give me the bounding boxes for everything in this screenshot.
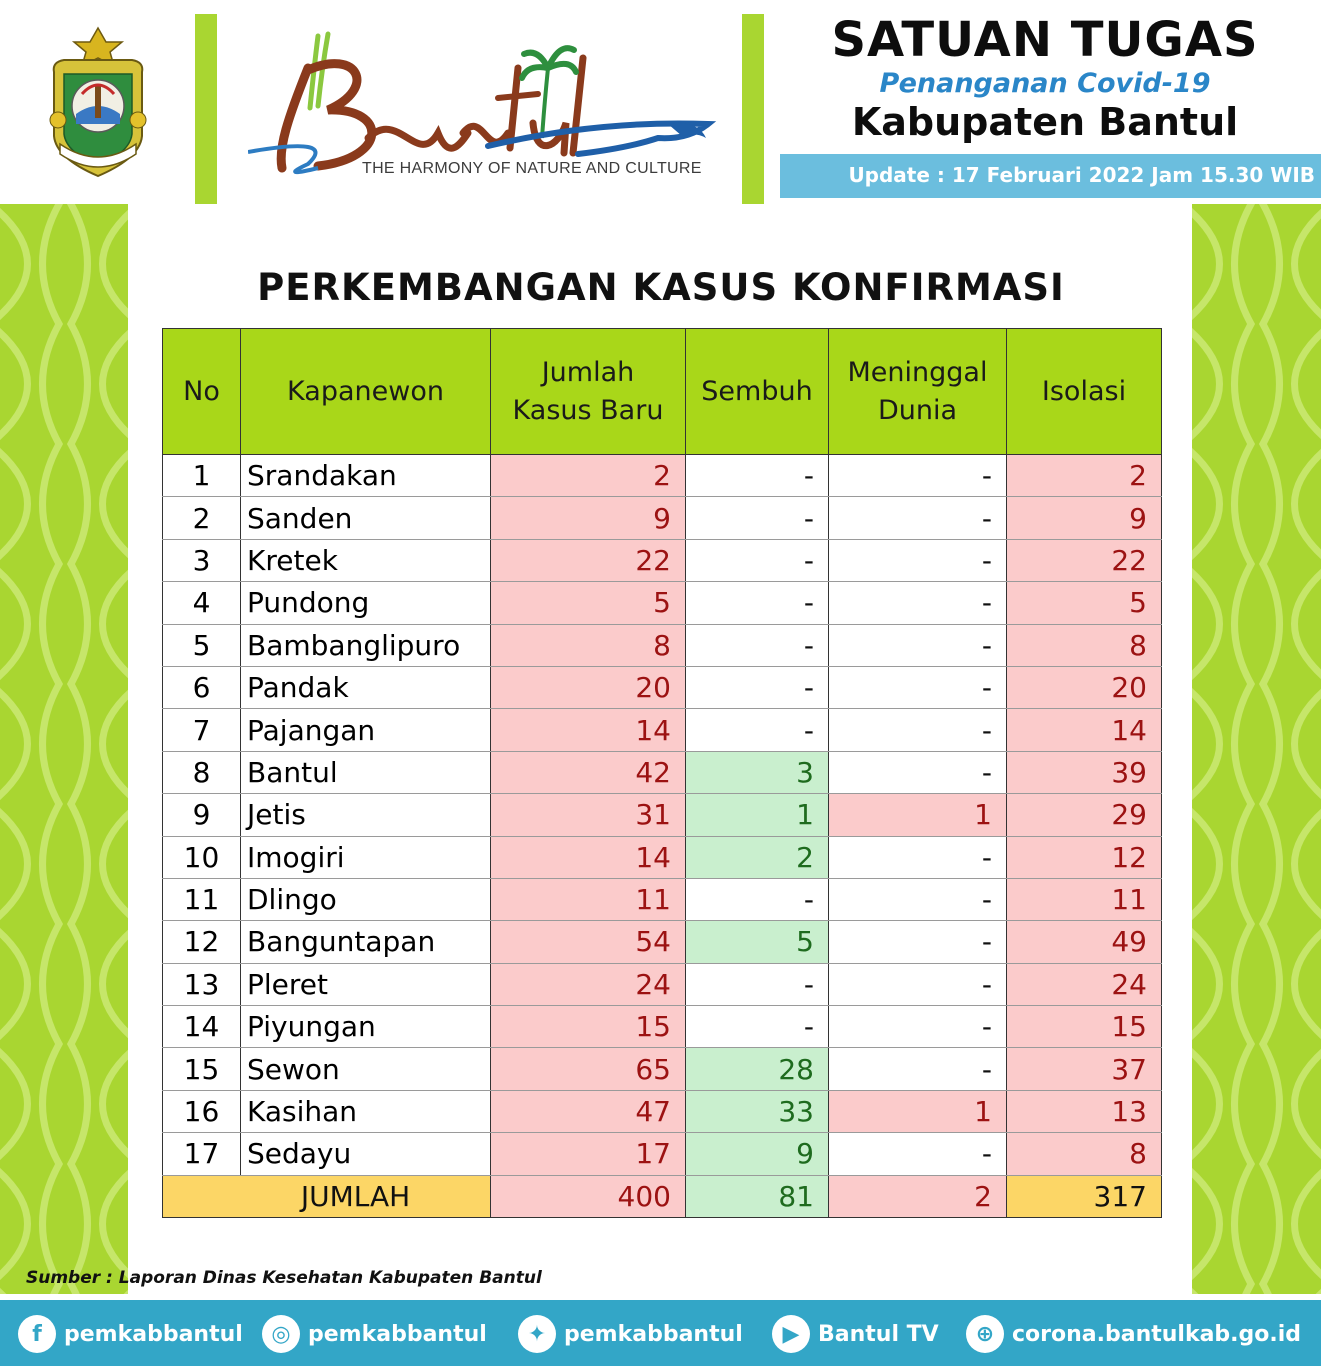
row-meninggal: - [829, 963, 1007, 1005]
update-banner [780, 154, 1321, 198]
row-isolasi: 8 [1007, 1133, 1162, 1175]
row-no: 2 [163, 497, 241, 539]
table-row [163, 963, 1162, 1005]
row-meninggal: 1 [829, 794, 1007, 836]
row-kapanewon: Piyungan [241, 1006, 491, 1048]
update-timestamp: Update : 17 Februari 2022 Jam 15.30 WIB [848, 163, 1315, 187]
row-isolasi: 2 [1007, 455, 1162, 497]
row-no: 5 [163, 624, 241, 666]
row-meninggal: - [829, 921, 1007, 963]
row-kapanewon: Jetis [241, 794, 491, 836]
youtube-icon: ▶ [772, 1315, 810, 1353]
row-meninggal: - [829, 709, 1007, 751]
row-jumlah-kasus-baru: 42 [491, 751, 686, 793]
row-isolasi: 29 [1007, 794, 1162, 836]
social-youtube[interactable] [772, 1314, 939, 1354]
row-sembuh: - [686, 666, 829, 708]
header [0, 0, 1321, 204]
row-no: 9 [163, 794, 241, 836]
row-sembuh: - [686, 455, 829, 497]
row-jumlah-kasus-baru: 5 [491, 582, 686, 624]
row-meninggal: - [829, 624, 1007, 666]
social-label: corona.bantulkab.go.id [1012, 1321, 1302, 1347]
row-sembuh: - [686, 497, 829, 539]
col-header-jumlah-line2: Kasus Baru [512, 394, 664, 426]
total-meninggal: 2 [829, 1175, 1007, 1217]
row-kapanewon: Bambanglipuro [241, 624, 491, 666]
row-isolasi: 49 [1007, 921, 1162, 963]
row-no: 16 [163, 1090, 241, 1132]
row-meninggal: 1 [829, 1090, 1007, 1132]
row-no: 10 [163, 836, 241, 878]
table-row [163, 539, 1162, 581]
row-sembuh: - [686, 539, 829, 581]
header-title-block [780, 0, 1321, 200]
row-sembuh: - [686, 1006, 829, 1048]
row-jumlah-kasus-baru: 65 [491, 1048, 686, 1090]
instagram-icon: ◎ [262, 1315, 300, 1353]
table-header-row [163, 329, 1162, 455]
row-kapanewon: Bantul [241, 751, 491, 793]
globe-icon: ⊕ [966, 1315, 1004, 1353]
row-isolasi: 9 [1007, 497, 1162, 539]
row-kapanewon: Imogiri [241, 836, 491, 878]
main-panel [128, 204, 1192, 1294]
crest-emblem-icon [42, 24, 154, 184]
row-isolasi: 39 [1007, 751, 1162, 793]
row-no: 15 [163, 1048, 241, 1090]
social-footer [0, 1300, 1321, 1366]
table-body [163, 455, 1162, 1176]
col-header-jumlah [491, 329, 686, 455]
row-kapanewon: Dlingo [241, 878, 491, 920]
table-row [163, 1048, 1162, 1090]
row-kapanewon: Srandakan [241, 455, 491, 497]
task-force-subtitle: Penanganan Covid-19 [879, 68, 1211, 99]
logo-tagline: THE HARMONY OF NATURE AND CULTURE [362, 160, 702, 177]
row-meninggal: - [829, 878, 1007, 920]
row-jumlah-kasus-baru: 24 [491, 963, 686, 1005]
row-meninggal: - [829, 1048, 1007, 1090]
row-jumlah-kasus-baru: 20 [491, 666, 686, 708]
row-isolasi: 15 [1007, 1006, 1162, 1048]
facebook-icon: f [18, 1315, 56, 1353]
total-label: JUMLAH [163, 1175, 491, 1217]
col-header-meninggal-line1: Meninggal [847, 356, 988, 388]
row-no: 6 [163, 666, 241, 708]
col-header-kapanewon: Kapanewon [241, 329, 491, 455]
table-row [163, 624, 1162, 666]
row-kapanewon: Kretek [241, 539, 491, 581]
row-meninggal: - [829, 497, 1007, 539]
total-sembuh: 81 [686, 1175, 829, 1217]
table-row [163, 666, 1162, 708]
row-sembuh: 33 [686, 1090, 829, 1132]
table-row [163, 794, 1162, 836]
row-jumlah-kasus-baru: 2 [491, 455, 686, 497]
row-isolasi: 24 [1007, 963, 1162, 1005]
social-label: pemkabbantul [308, 1321, 487, 1347]
col-header-sembuh: Sembuh [686, 329, 829, 455]
row-meninggal: - [829, 455, 1007, 497]
social-instagram[interactable] [262, 1314, 487, 1354]
row-meninggal: - [829, 666, 1007, 708]
task-force-title: SATUAN TUGAS [831, 12, 1259, 68]
social-label: pemkabbantul [64, 1321, 243, 1347]
row-kapanewon: Sedayu [241, 1133, 491, 1175]
regency-name: Kabupaten Bantul [851, 100, 1239, 144]
row-kapanewon: Banguntapan [241, 921, 491, 963]
row-kapanewon: Sanden [241, 497, 491, 539]
row-sembuh: 1 [686, 794, 829, 836]
row-isolasi: 5 [1007, 582, 1162, 624]
row-kapanewon: Pajangan [241, 709, 491, 751]
row-jumlah-kasus-baru: 54 [491, 921, 686, 963]
row-isolasi: 13 [1007, 1090, 1162, 1132]
header-divider-left [195, 14, 217, 204]
row-jumlah-kasus-baru: 14 [491, 709, 686, 751]
row-sembuh: 2 [686, 836, 829, 878]
case-table [162, 328, 1162, 1218]
row-sembuh: 3 [686, 751, 829, 793]
table-row [163, 921, 1162, 963]
row-sembuh: - [686, 624, 829, 666]
row-jumlah-kasus-baru: 14 [491, 836, 686, 878]
row-isolasi: 20 [1007, 666, 1162, 708]
report-title: PERKEMBANGAN KASUS KONFIRMASI [257, 266, 1065, 309]
row-isolasi: 37 [1007, 1048, 1162, 1090]
row-sembuh: 5 [686, 921, 829, 963]
social-label: Bantul TV [818, 1321, 939, 1347]
row-sembuh: - [686, 709, 829, 751]
col-header-meninggal [829, 329, 1007, 455]
table-row [163, 1133, 1162, 1175]
row-meninggal: - [829, 836, 1007, 878]
social-website[interactable] [966, 1314, 1301, 1354]
row-meninggal: - [829, 1006, 1007, 1048]
col-header-no: No [163, 329, 241, 455]
row-no: 8 [163, 751, 241, 793]
row-sembuh: - [686, 878, 829, 920]
row-meninggal: - [829, 751, 1007, 793]
row-jumlah-kasus-baru: 22 [491, 539, 686, 581]
table-row [163, 455, 1162, 497]
row-jumlah-kasus-baru: 11 [491, 878, 686, 920]
row-jumlah-kasus-baru: 9 [491, 497, 686, 539]
row-kapanewon: Sewon [241, 1048, 491, 1090]
left-decorative-panel [0, 204, 130, 1294]
table-row [163, 878, 1162, 920]
row-kapanewon: Pundong [241, 582, 491, 624]
row-no: 14 [163, 1006, 241, 1048]
batik-pattern-left [0, 204, 130, 1294]
col-header-jumlah-line1: Jumlah [541, 356, 635, 388]
row-no: 17 [163, 1133, 241, 1175]
row-isolasi: 8 [1007, 624, 1162, 666]
row-sembuh: - [686, 963, 829, 1005]
row-jumlah-kasus-baru: 17 [491, 1133, 686, 1175]
row-no: 4 [163, 582, 241, 624]
table-row [163, 497, 1162, 539]
data-source-note: Sumber : Laporan Dinas Kesehatan Kabupaten Bantul [26, 1268, 542, 1288]
row-kapanewon: Pleret [241, 963, 491, 1005]
social-label: pemkabbantul [564, 1321, 743, 1347]
row-no: 12 [163, 921, 241, 963]
header-divider-right [742, 14, 764, 204]
row-jumlah-kasus-baru: 31 [491, 794, 686, 836]
row-meninggal: - [829, 539, 1007, 581]
table-row [163, 582, 1162, 624]
batik-pattern-right [1192, 204, 1321, 1294]
row-kapanewon: Kasihan [241, 1090, 491, 1132]
row-no: 11 [163, 878, 241, 920]
row-meninggal: - [829, 1133, 1007, 1175]
total-isolasi: 317 [1007, 1175, 1162, 1217]
row-no: 13 [163, 963, 241, 1005]
row-jumlah-kasus-baru: 47 [491, 1090, 686, 1132]
row-isolasi: 11 [1007, 878, 1162, 920]
social-facebook[interactable] [18, 1314, 243, 1354]
social-twitter[interactable] [518, 1314, 743, 1354]
row-jumlah-kasus-baru: 8 [491, 624, 686, 666]
row-jumlah-kasus-baru: 15 [491, 1006, 686, 1048]
total-baru: 400 [491, 1175, 686, 1217]
table-row [163, 1006, 1162, 1048]
twitter-icon: ✦ [518, 1315, 556, 1353]
row-isolasi: 14 [1007, 709, 1162, 751]
col-header-meninggal-line2: Dunia [877, 394, 958, 426]
right-decorative-panel [1192, 204, 1321, 1294]
col-header-isolasi: Isolasi [1007, 329, 1162, 455]
row-no: 7 [163, 709, 241, 751]
row-isolasi: 22 [1007, 539, 1162, 581]
total-row [163, 1175, 1162, 1217]
table-row [163, 751, 1162, 793]
table-row [163, 709, 1162, 751]
row-sembuh: - [686, 582, 829, 624]
row-no: 3 [163, 539, 241, 581]
row-isolasi: 12 [1007, 836, 1162, 878]
row-no: 1 [163, 455, 241, 497]
row-sembuh: 28 [686, 1048, 829, 1090]
table-row [163, 836, 1162, 878]
row-sembuh: 9 [686, 1133, 829, 1175]
row-kapanewon: Pandak [241, 666, 491, 708]
table-row [163, 1090, 1162, 1132]
row-meninggal: - [829, 582, 1007, 624]
